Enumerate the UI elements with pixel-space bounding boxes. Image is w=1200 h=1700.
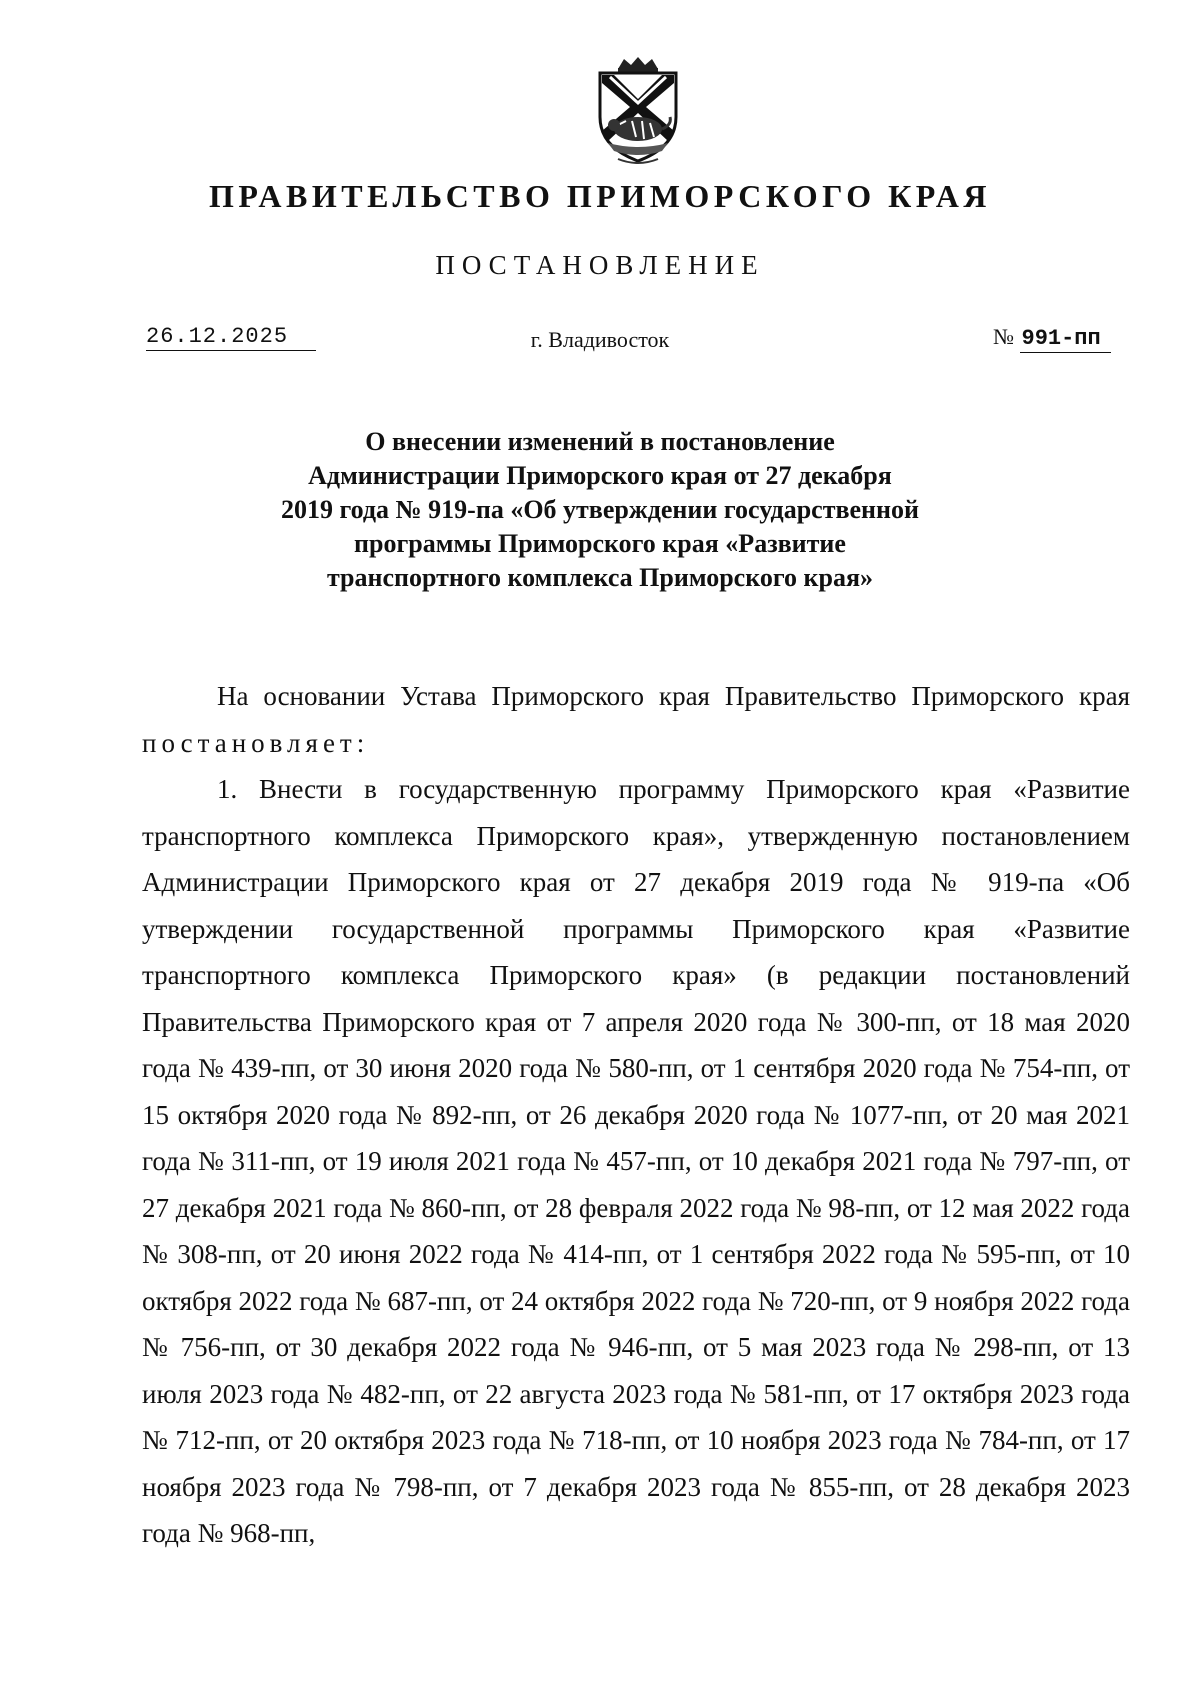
- document-body: [142, 673, 1130, 1557]
- document-city: г. Владивосток: [530, 327, 670, 352]
- item-1-paragraph: 1. Внести в государственную программу Приморского края «Развитие транспортного комплекса Приморского края», утвержденную постановлением Администрации Приморского края от 27 декабря 2019 года № 919-па «Об утверждении государственной программы Приморского края «Развитие транспортного комплекса Приморского края» (в редакции постановлений Правительства Приморского края от 7 апреля 2020 года № 300-пп, от 18 мая 2020 года № 439-пп, от 30 июня 2020 года № 580-пп, от 1 сентября 2020 года № 754-пп, от 15 октября 2020 года № 892-пп, от 26 декабря 2020 года № 1077-пп, от 20 мая 2021 года № 311-пп, от 19 июля 2021 года № 457-пп, от 10 декабря 2021 года № 797-пп, от 27 декабря 2021 года № 860-пп, от 28 февраля 2022 года № 98-пп, от 12 мая 2022 года № 308-пп, от 20 июня 2022 года № 414-пп, от 1 сентября 2022 года № 595-пп, от 10 октября 2022 года № 687-пп, от 24 октября 2022 года № 720-пп, от 9 ноября 2022 года № 756-пп, от 30 декабря 2022 года № 946-пп, от 5 мая 2023 года № 298-пп, от 13 июля 2023 года № 482-пп, от 22 августа 2023 года № 581-пп, от 17 октября 2023 года № 712-пп, от 20 октября 2023 года № 718-пп, от 10 ноября 2023 года № 784-пп, от 17 ноября 2023 года № 798-пп, от 7 декабря 2023 года № 855-пп, от 28 декабря 2023 года № 968-пп,: [142, 774, 1130, 1548]
- document-date: 26.12.2025: [146, 324, 316, 351]
- document-number: [993, 324, 1111, 351]
- preamble-text: На основании Устава Приморского края Правительство Приморского края: [217, 681, 1130, 711]
- title-line: О внесении изменений в постановление: [365, 427, 835, 456]
- organization-name: ПРАВИТЕЛЬСТВО ПРИМОРСКОГО КРАЯ: [209, 178, 991, 214]
- preamble-paragraph: [142, 673, 1130, 766]
- coat-of-arms-icon: [588, 55, 688, 167]
- title-line: транспортного комплекса Приморского края»: [326, 563, 874, 592]
- title-line: Администрации Приморского края от 27 декабря: [308, 461, 892, 490]
- document-title: [200, 425, 1000, 595]
- document-type: ПОСТАНОВЛЕНИЕ: [435, 250, 765, 280]
- number-sign: №: [993, 324, 1014, 349]
- resolves-word: постановляет:: [142, 727, 370, 758]
- number-value: 991-пп: [1020, 326, 1111, 353]
- title-line: 2019 года № 919-па «Об утверждении государственной: [280, 495, 919, 524]
- title-line: программы Приморского края «Развитие: [354, 529, 846, 558]
